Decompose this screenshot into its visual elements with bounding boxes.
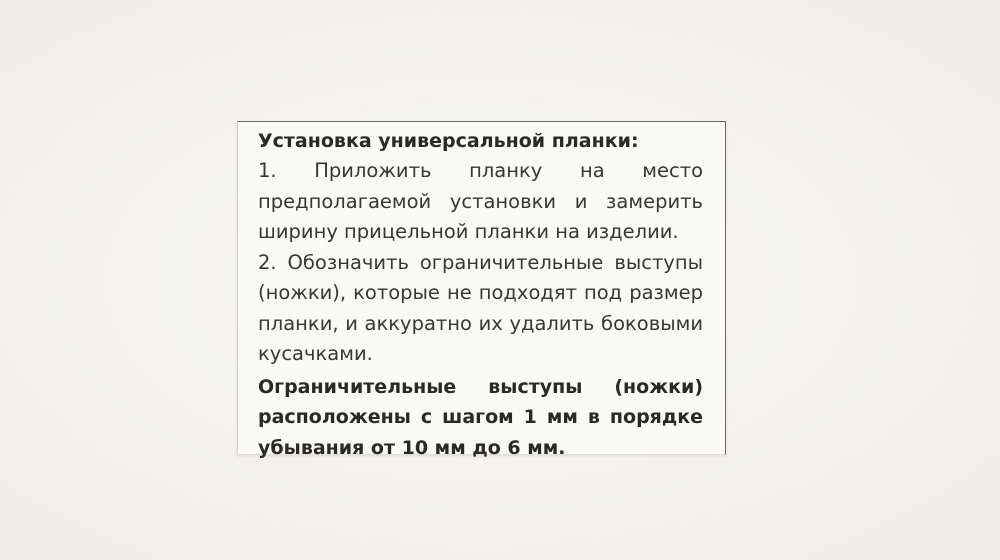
- step-1-text: 1. Приложить планку на место предполагаемой установки и замерить ширину прицельной планки на изделии.: [258, 159, 703, 243]
- note-text: Ограничительные выступы (ножки) расположены с шагом 1 мм в порядке убывания от 10 мм до 6 мм.: [258, 375, 703, 459]
- step-2-text: 2. Обозначить ограничительные выступы (ножки), которые не подходят под размер планки, и аккуратно их удалить боковыми кусачками.: [258, 250, 703, 365]
- label-title: Установка универсальной планки:: [258, 130, 639, 152]
- instruction-label-card: [237, 121, 726, 459]
